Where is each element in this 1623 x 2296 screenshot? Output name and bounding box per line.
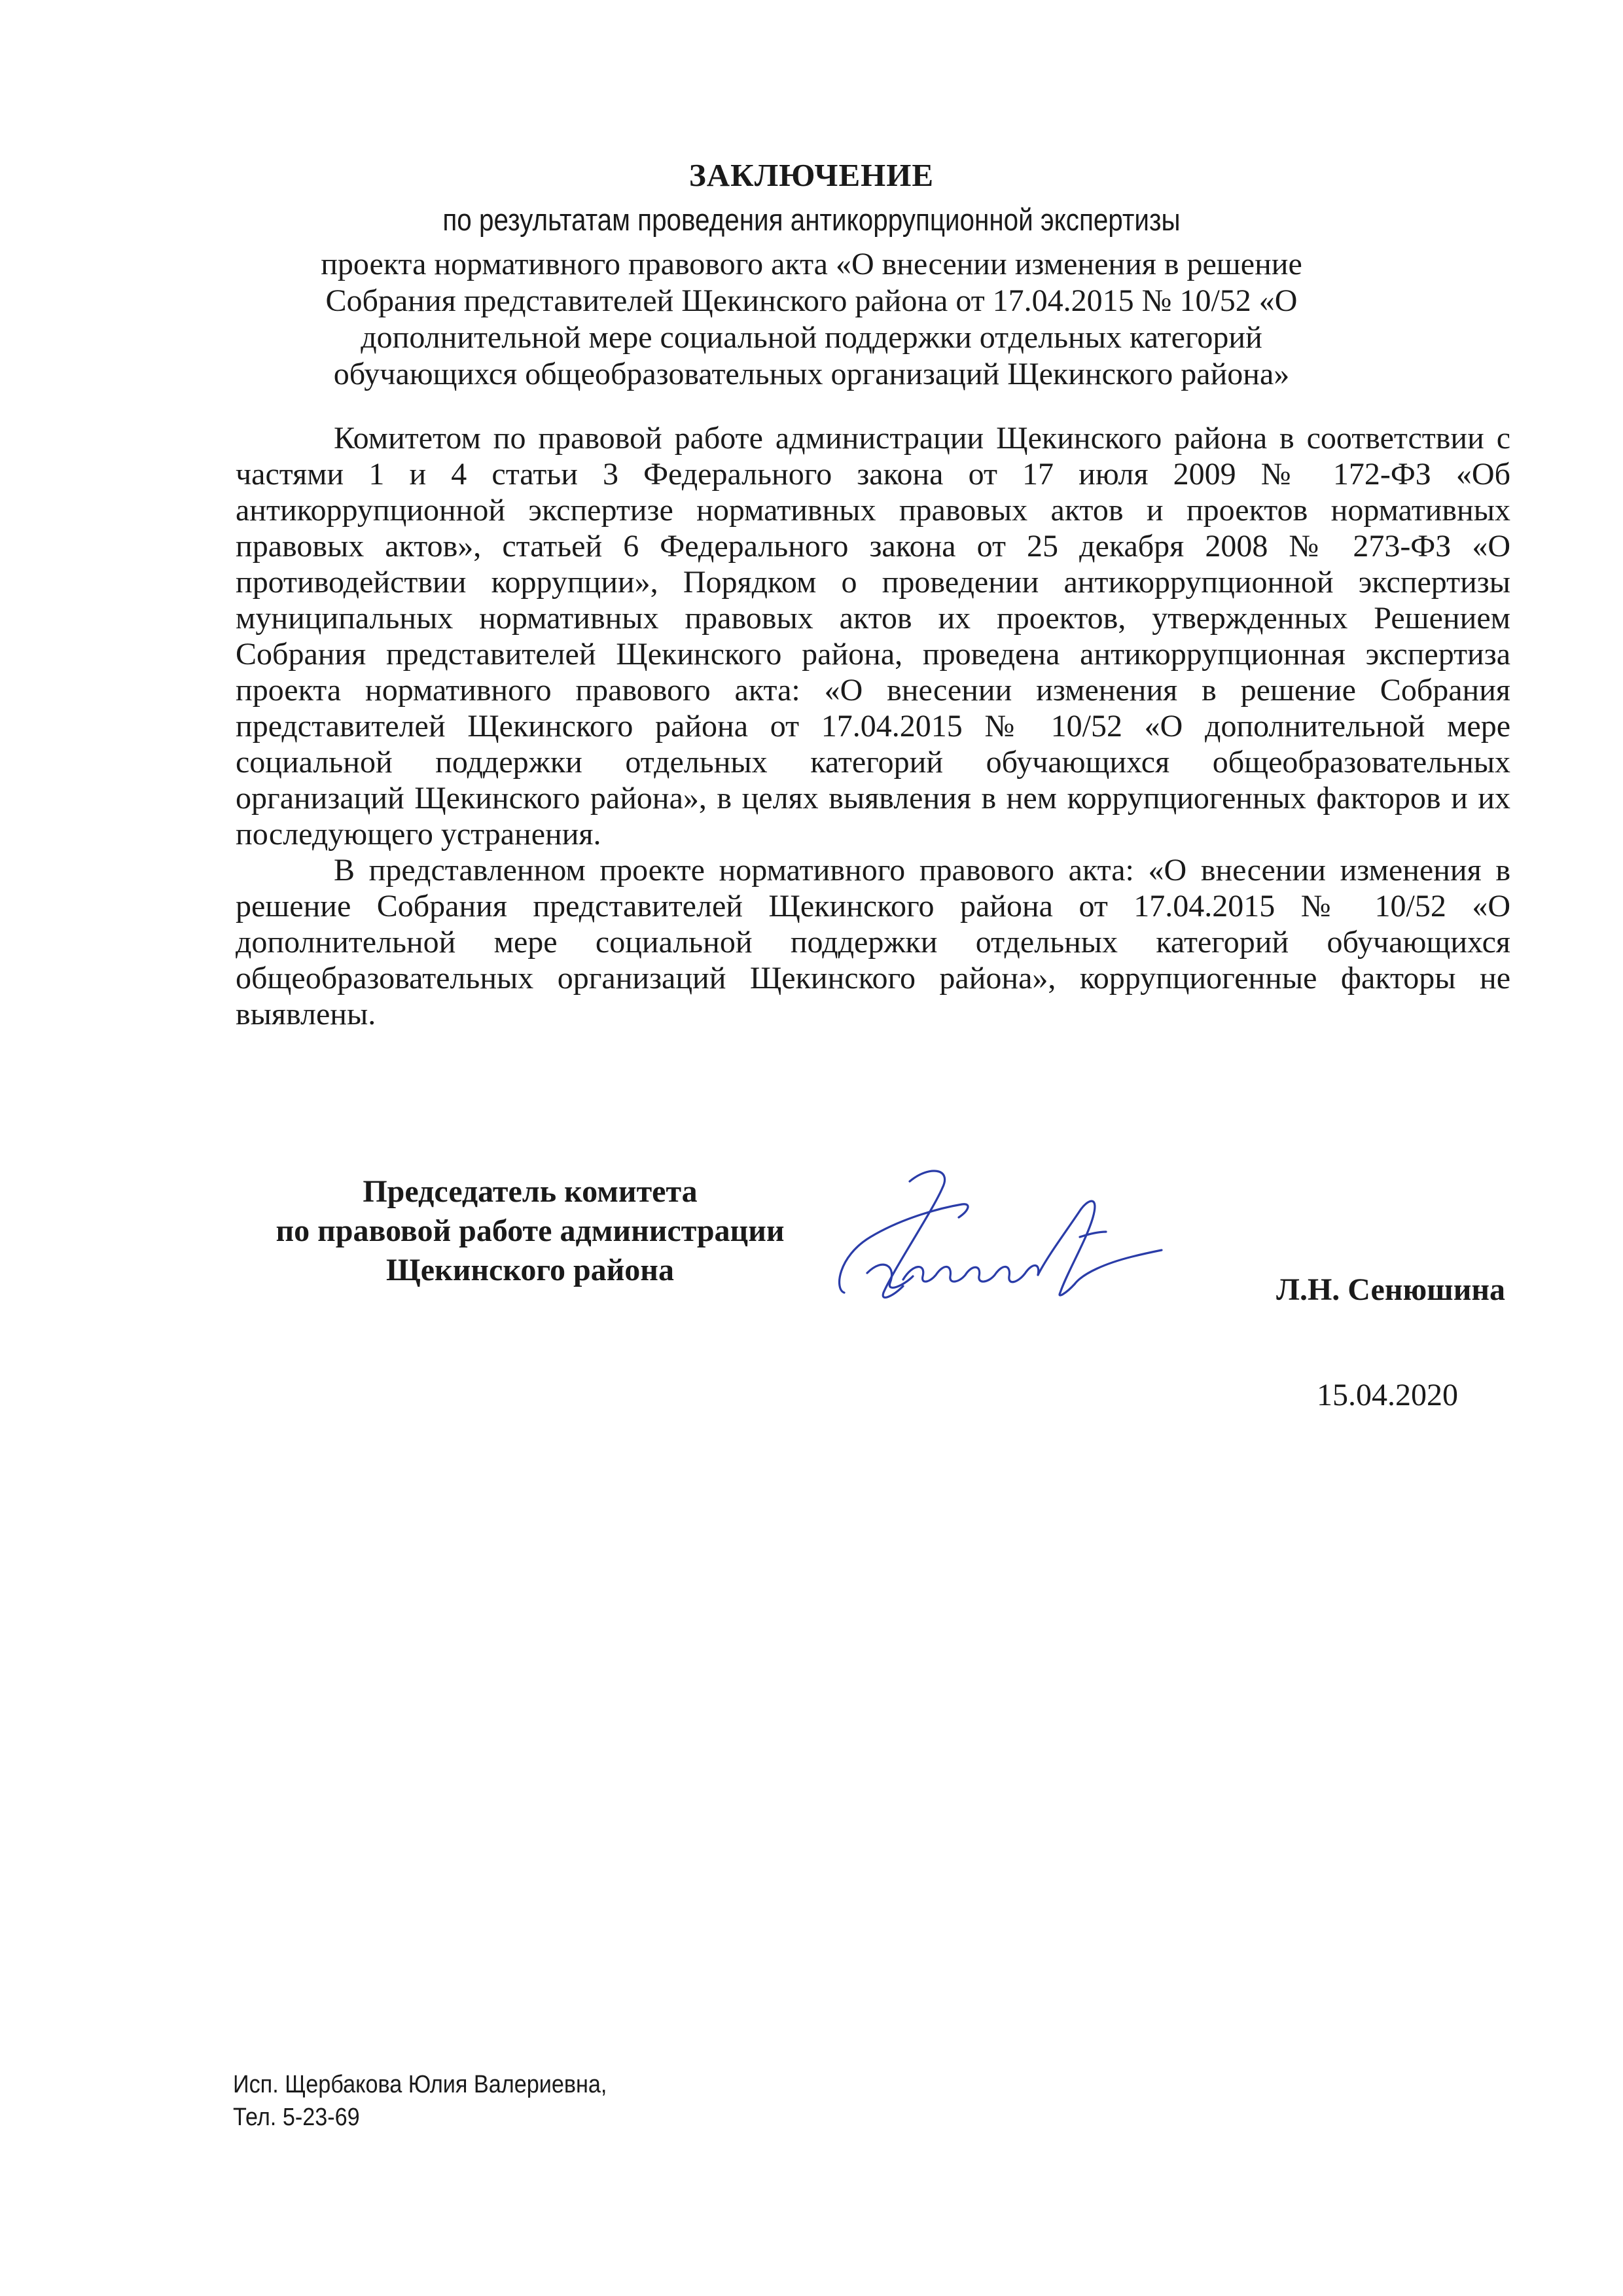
paragraph-1: Комитетом по правовой работе администрации Щекинского района в соответствии с частями 1 и 4 статьи 3 Федерального закона от 17 июля 2009 № 172-ФЗ «Об антикоррупционной экспертизе нормативных правовых актов и проектов нормативных правовых актов», статьей 6 Федерального закона от 25 декабря 2008 № 273-ФЗ «О противодействии коррупции», Порядком о проведении антикоррупционной экспертизы муниципальных нормативных правовых актов их проектов, утвержденных Решением Собрания представителей Щекинского района, проведена антикоррупционная экспертиза проекта нормативного правового акта: «О внесении изменения в решение Собрания представителей Щекинского района от 17.04.2015 № 10/52 «О дополнительной мере социальной поддержки отдельных категорий обучающихся общеобразовательных организаций Щекинского района», в целях выявления в нем коррупциогенных факторов и их последующего устранения. [236, 421, 1510, 852]
document-title: ЗАКЛЮЧЕНИЕ [688, 157, 935, 193]
signer-position-line-3: Щекинского района [386, 1253, 674, 1287]
executor-phone: Тел. 5-23-69 [233, 2104, 360, 2131]
signer-position [236, 1172, 825, 1290]
signer-position-line-2: по правовой работе администрации [276, 1213, 785, 1248]
paragraph-2: В представленном проекте нормативного правового акта: «О внесении изменения в решение Собрания представителей Щекинского района от 17.04.2015 № 10/52 «О дополнительной мере социальной поддержки отдельных категорий обучающихся общеобразовательных организаций Щекинского района», коррупциогенные факторы не выявлены. [236, 853, 1510, 1031]
signer-name: Л.Н. Сенюшина [1276, 1272, 1505, 1307]
document-subject: проекта нормативного правового акта «О внесении изменения в решение Собрания представителей Щекинского района от 17.04.2015 № 10/52 «О дополнительной мере социальной поддержки отдельных категорий обучающихся общеобразовательных организаций Щекинского района» [321, 247, 1302, 391]
handwritten-signature [831, 1158, 1171, 1316]
executor-name: Исп. Щербакова Юлия Валериевна, [233, 2071, 607, 2098]
document-subtitle: по результатам проведения антикоррупционной экспертизы [442, 202, 1181, 237]
document-date: 15.04.2020 [1317, 1378, 1458, 1412]
document-body [236, 420, 1510, 1032]
signer-position-line-1: Председатель комитета [363, 1174, 698, 1209]
executor-info [233, 2068, 607, 2134]
